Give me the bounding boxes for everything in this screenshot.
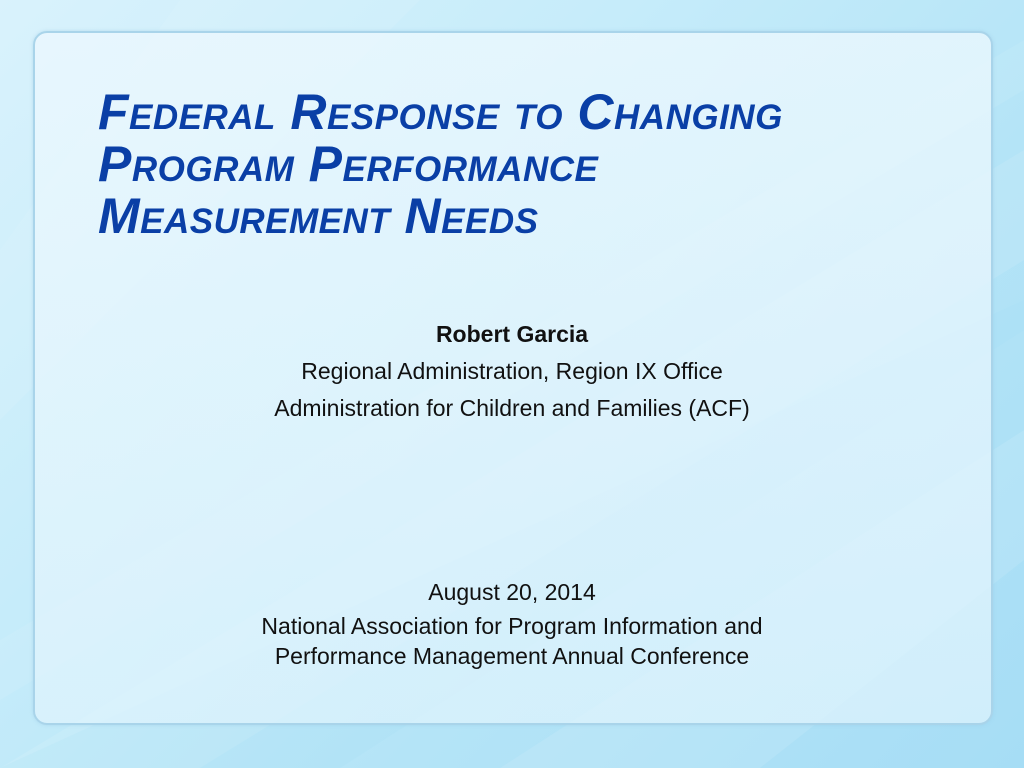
event-block [100,576,924,671]
slide-title [98,86,918,242]
conference-line-1: National Association for Program Information and [261,613,763,639]
title-line-1: Federal Response to Changing [98,84,783,140]
conference-line-2: Performance Management Annual Conference [274,643,750,669]
presenter-name: Robert Garcia [435,321,589,347]
presenter-office: Regional Administration, Region IX Office [301,358,723,384]
title-line-3: Measurement Needs [98,188,539,244]
presenter-agency: Administration for Children and Families (ACF) [274,395,750,421]
presenter-block [100,316,924,427]
event-date: August 20, 2014 [428,579,596,605]
title-line-2: Program Performance [98,136,599,192]
